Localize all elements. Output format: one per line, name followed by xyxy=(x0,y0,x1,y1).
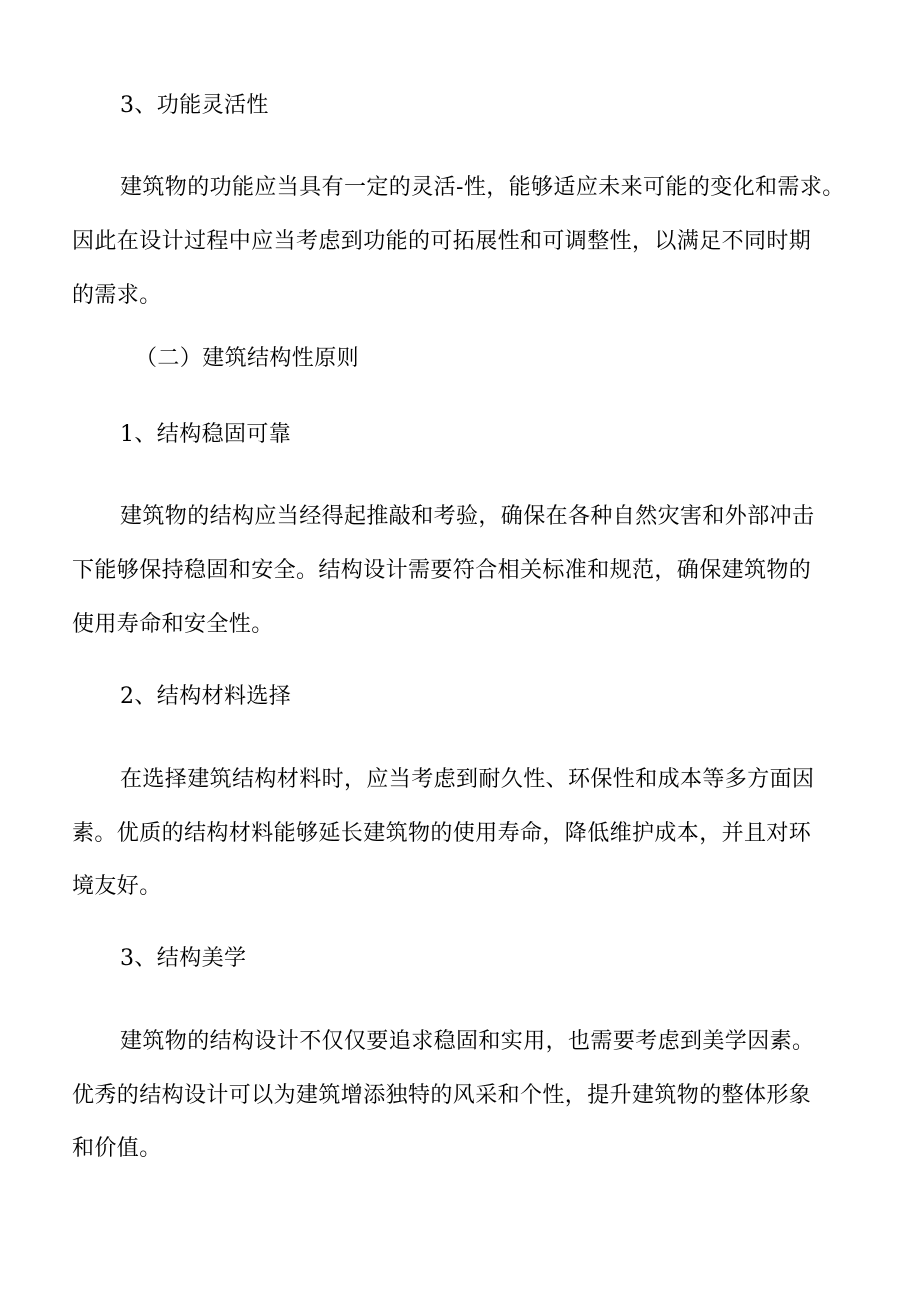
heading-structural-principles: （二）建筑结构性原则 xyxy=(135,346,360,371)
heading-structure-aesthetics: 3、结构美学 xyxy=(120,946,247,971)
heading-structure-stable: 1、结构稳固可靠 xyxy=(120,422,292,447)
paragraph-line: 建筑物的功能应当具有一定的灵活-性，能够适应未来可能的变化和需求。 xyxy=(120,175,845,200)
paragraph-line: 优秀的结构设计可以为建筑增添独特的风采和个性，提升建筑物的整体形象 xyxy=(72,1083,812,1108)
heading-structure-materials: 2、结构材料选择 xyxy=(120,684,292,709)
paragraph-line: 境友好。 xyxy=(72,874,162,899)
paragraph-line: 因此在设计过程中应当考虑到功能的可拓展性和可调整性，以满足不同时期 xyxy=(72,229,812,254)
paragraph-line: 的需求。 xyxy=(72,283,162,308)
paragraph-line: 建筑物的结构设计不仅仅要追求稳固和实用，也需要考虑到美学因素。 xyxy=(120,1029,815,1054)
paragraph-line: 下能够保持稳固和安全。结构设计需要符合相关标准和规范，确保建筑物的 xyxy=(72,558,812,583)
heading-function-flexibility: 3、功能灵活性 xyxy=(120,93,269,118)
paragraph-line: 建筑物的结构应当经得起推敲和考验，确保在各种自然灾害和外部冲击 xyxy=(120,504,815,529)
paragraph-line: 使用寿命和安全性。 xyxy=(72,612,274,637)
paragraph-line: 素。优质的结构材料能够延长建筑物的使用寿命，降低维护成本，并且对环 xyxy=(72,821,812,846)
paragraph-line: 在选择建筑结构材料时，应当考虑到耐久性、环保性和成本等多方面因 xyxy=(120,767,815,792)
paragraph-line: 和价值。 xyxy=(72,1136,162,1161)
